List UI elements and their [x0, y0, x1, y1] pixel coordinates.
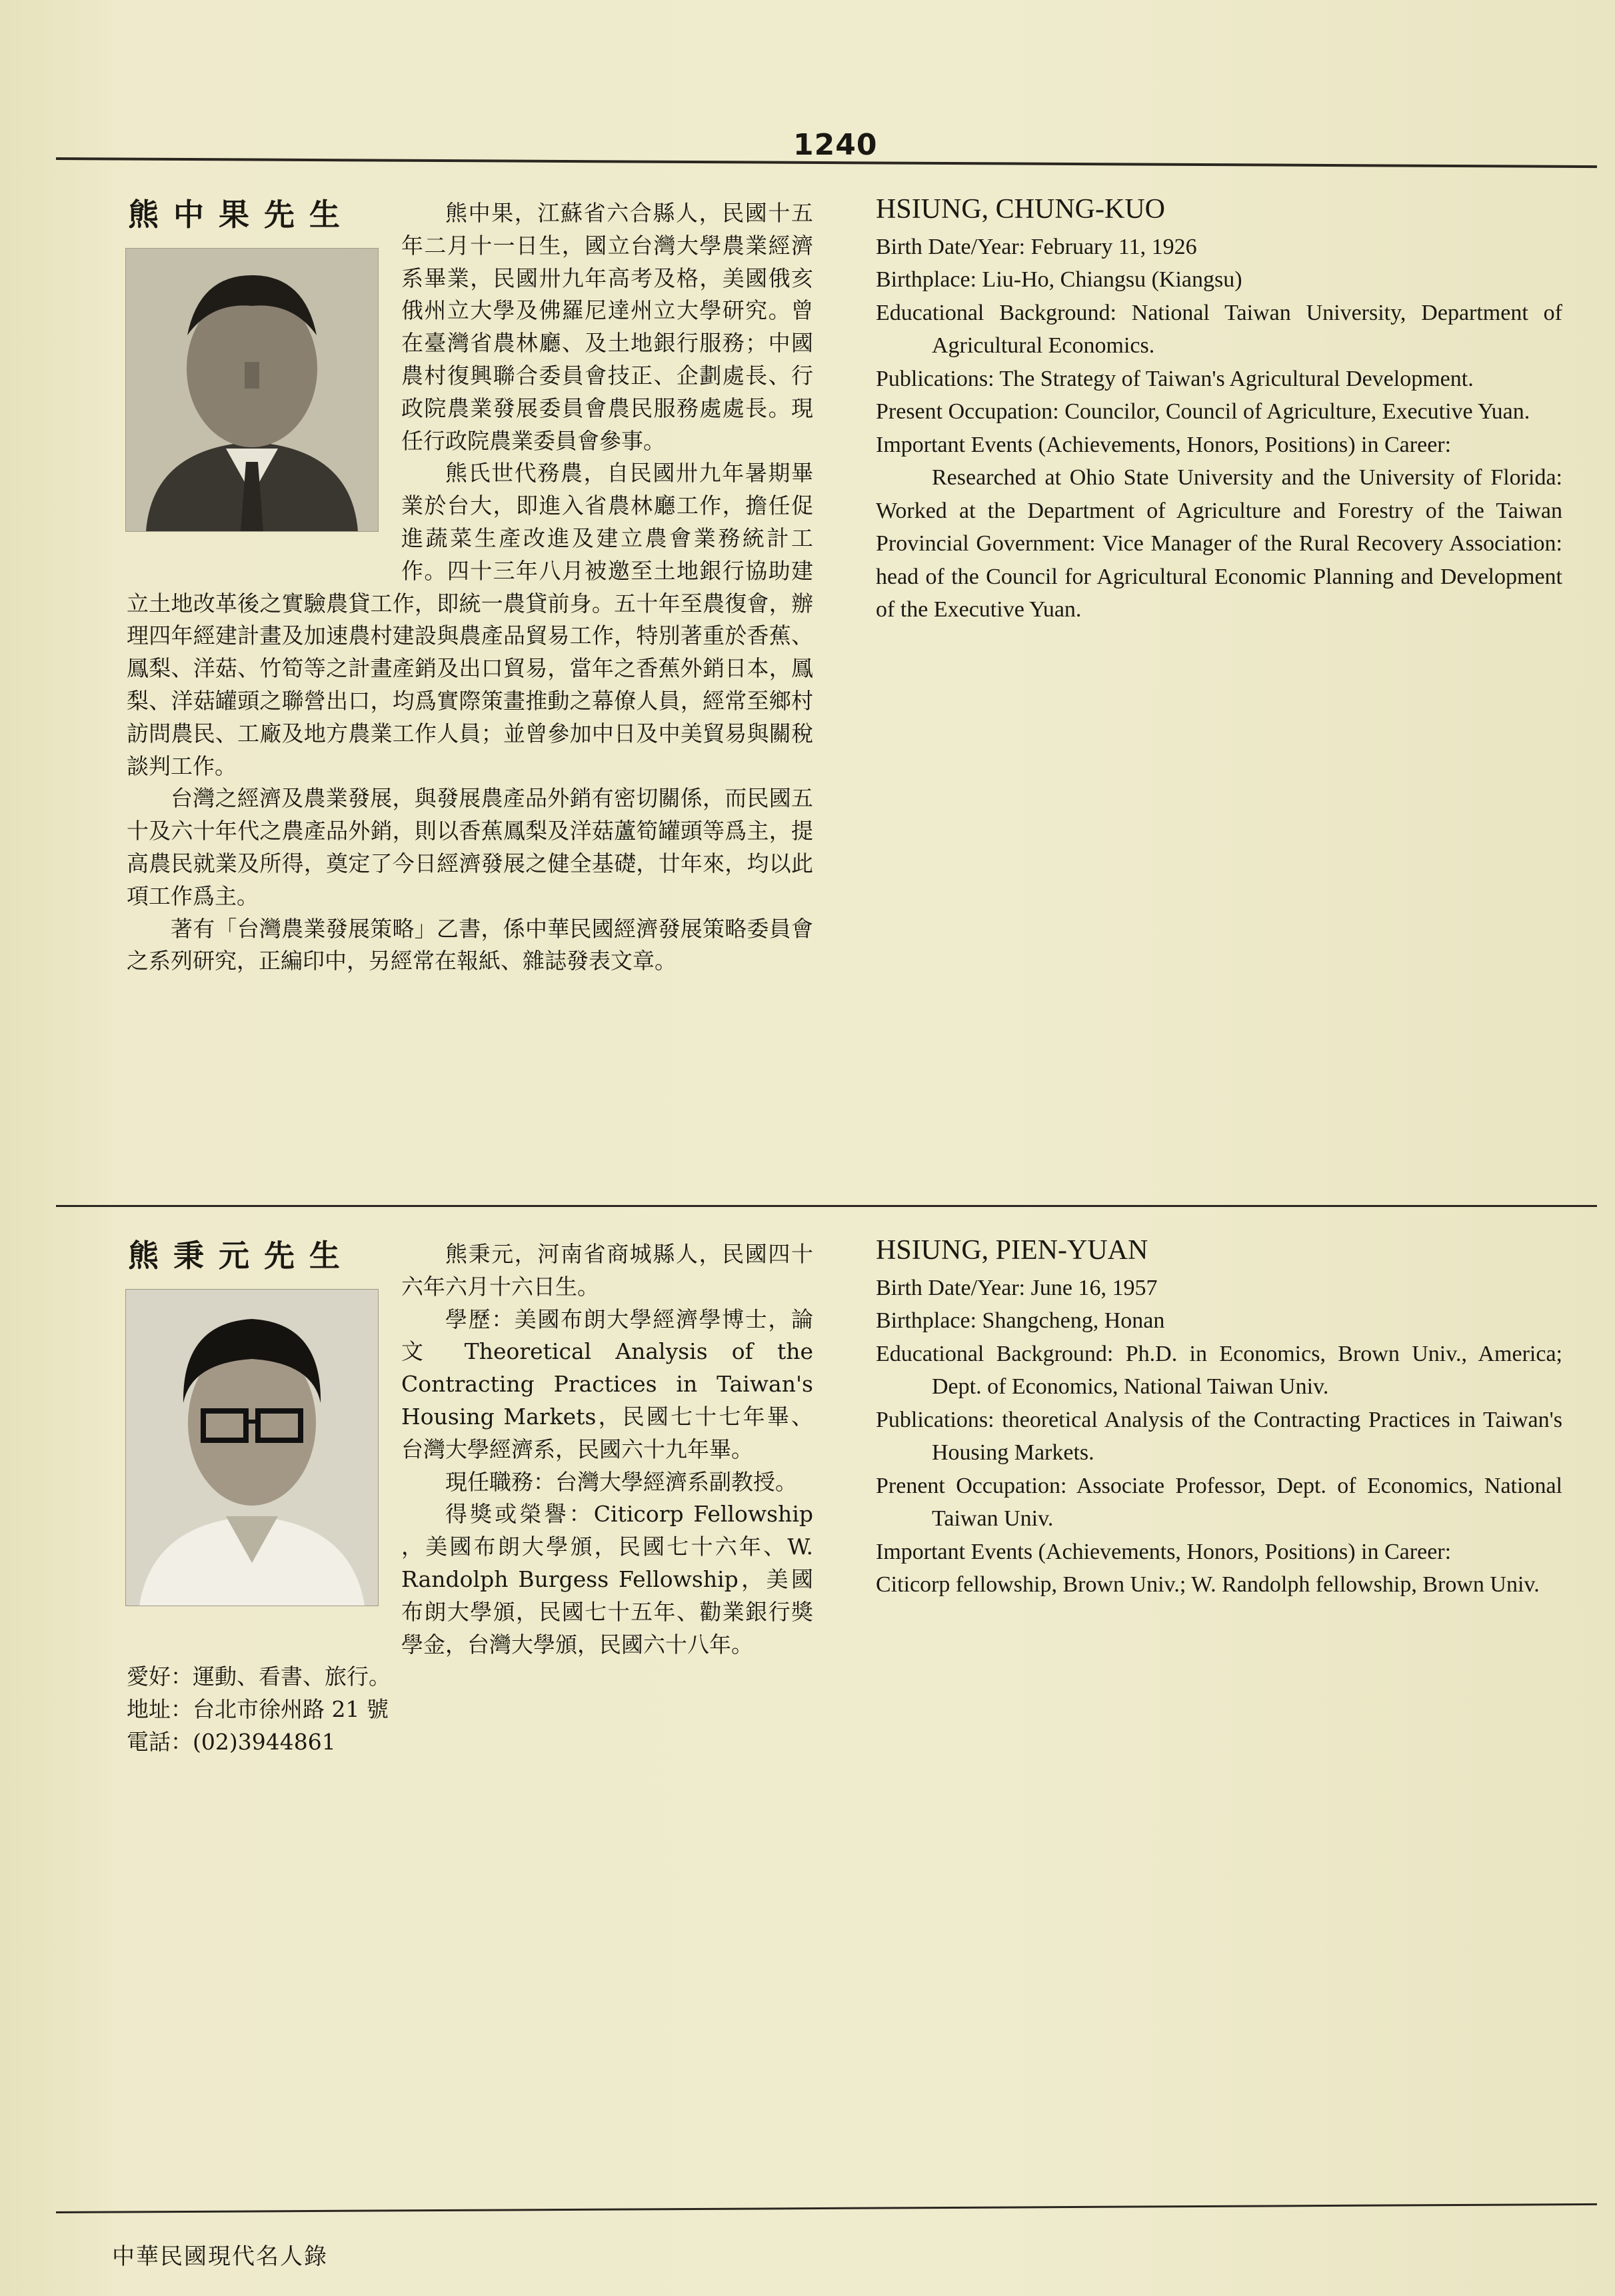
entry-2-zh-line: 電話：(02)3944861: [127, 1728, 336, 1755]
entry-2-zh-paragraph: 得獎或榮譽：Citicorp Fellowship ，美國布朗大學頒，民國七十六年、W. Randolph Burgess Fellowship，美國布朗大學頒，民國七十五年、勸業銀行獎學金，台灣大學頒，民國六十八年。: [401, 1501, 813, 1658]
entry-2-zh-paragraph: 學歷：美國布朗大學經濟學博士，論文 Theoretical Analysis of the Contracting Practices in Taiwan's Housing Markets，民國七十七年畢、台灣大學經濟系，民國六十九年畢。: [401, 1306, 813, 1462]
entry-1-zh-paragraph: 熊氏世代務農，自民國卅九年暑期畢業於台大，即進入省農林廳工作，擔任促進蔬菜生產改進及建立農會業務統計工作。四十三年八月被邀至土地銀行協助建立土地改革後之實驗農貸工作，即統一農貸前身。五十年至農復會，辦理四年經建計畫及加速農村建設與農產品貿易工作，特別著重於香蕉、鳳梨、洋菇、竹筍等之計畫產銷及出口貿易，當年之香蕉外銷日本，鳳梨、洋菇罐頭之聯營出口，均爲實際策畫推動之幕僚人員，經常至鄉村訪問農民、工廠及地方農業工作人員；並曾參加中日及中美貿易與關稅談判工作。: [127, 460, 813, 779]
page-number: 1240: [793, 128, 878, 162]
entry-2-english-bio: [876, 1234, 1562, 1602]
entry-1-field: Educational Background: National Taiwan University, Department of Agricultural Economics.: [876, 300, 1562, 358]
bottom-rule: [56, 2203, 1597, 2213]
entry-1-field: Publications: The Strategy of Taiwan's Agricultural Development.: [876, 366, 1474, 391]
entry-2-chinese-name: 熊秉元先生: [128, 1238, 355, 1274]
entry-1-field: Birth Date/Year: February 11, 1926: [876, 234, 1197, 259]
entry-1-zh-paragraph: 台灣之經濟及農業發展，與發展農產品外銷有密切關係，而民國五十及六十年代之農產品外銷，則以香蕉鳳梨及洋菇蘆筍罐頭等爲主，提高農民就業及所得，奠定了今日經濟發展之健全基礎，廿年來，均以此項工作爲主。: [127, 785, 813, 909]
entry-2-field: Birth Date/Year: June 16, 1957: [876, 1275, 1158, 1300]
entry-2-field: Publications: theoretical Analysis of the Contracting Practices in Taiwan's Housing Markets.: [876, 1407, 1562, 1465]
entry-2-chinese-bio: [127, 1238, 813, 1759]
entry-2-zh-paragraph: 現任職務：台灣大學經濟系副教授。: [445, 1468, 797, 1495]
entry-divider: [56, 1205, 1597, 1207]
entry-2-field: Important Events (Achievements, Honors, Positions) in Career:: [876, 1539, 1452, 1564]
entry-2-field: Educational Background: Ph.D. in Economics, Brown Univ., America; Dept. of Economics, National Taiwan Univ.: [876, 1341, 1562, 1399]
book-title-footer: 中華民國現代名人錄: [112, 2243, 328, 2270]
entry-1-english-bio: [876, 193, 1562, 626]
entry-2-zh-paragraph: 熊秉元，河南省商城縣人，民國四十六年六月十六日生。: [401, 1241, 813, 1300]
entry-2-field: Prenent Occupation: Associate Professor, Dept. of Economics, National Taiwan Univ.: [876, 1473, 1562, 1531]
entry-2-english-name: HSIUNG, PIEN-YUAN: [876, 1235, 1148, 1266]
entry-2-zh-line: 地址：台北市徐州路 21 號: [127, 1696, 389, 1723]
entry-1-zh-paragraph: 熊中果，江蘇省六合縣人，民國十五年二月十一日生，國立台灣大學農業經濟系畢業，民國卅九年高考及格，美國俄亥俄州立大學及佛羅尼達州立大學研究。曾在臺灣省農林廳、及土地銀行服務；中國農村復興聯合委員會技正、企劃處長、行政院農業發展委員會農民服務處處長。現任行政院農業委員會參事。: [401, 200, 813, 454]
entry-2-zh-line: 愛好：運動、看書、旅行。: [127, 1664, 391, 1690]
entry-1-field: Present Occupation: Councilor, Council of Agriculture, Executive Yuan.: [876, 399, 1530, 424]
entry-2-english-body: Citicorp fellowship, Brown Univ.; W. Randolph fellowship, Brown Univ.: [876, 1572, 1540, 1597]
entry-1-english-body: Researched at Ohio State University and the University of Florida: Worked at the Department of Agriculture and Forestry of the Taiwan Provincial Government: Vice Manager of the Rural Recovery Association: head of the Council for Agricultural Economic Planning and Development of the Executive Yuan.: [876, 465, 1562, 622]
entry-1-chinese-name: 熊中果先生: [128, 197, 355, 233]
entry-2-field: Birthplace: Shangcheng, Honan: [876, 1308, 1165, 1333]
entry-1-field: Important Events (Achievements, Honors, Positions) in Career:: [876, 432, 1452, 457]
entry-1-zh-paragraph: 著有「台灣農業發展策略」乙書，係中華民國經濟發展策略委員會之系列研究，正編印中，另經常在報紙、雜誌發表文章。: [127, 915, 813, 974]
entry-1-chinese-bio: [127, 197, 813, 978]
entry-1-english-name: HSIUNG, CHUNG-KUO: [876, 194, 1165, 225]
entry-1-field: Birthplace: Liu-Ho, Chiangsu (Kiangsu): [876, 267, 1242, 292]
